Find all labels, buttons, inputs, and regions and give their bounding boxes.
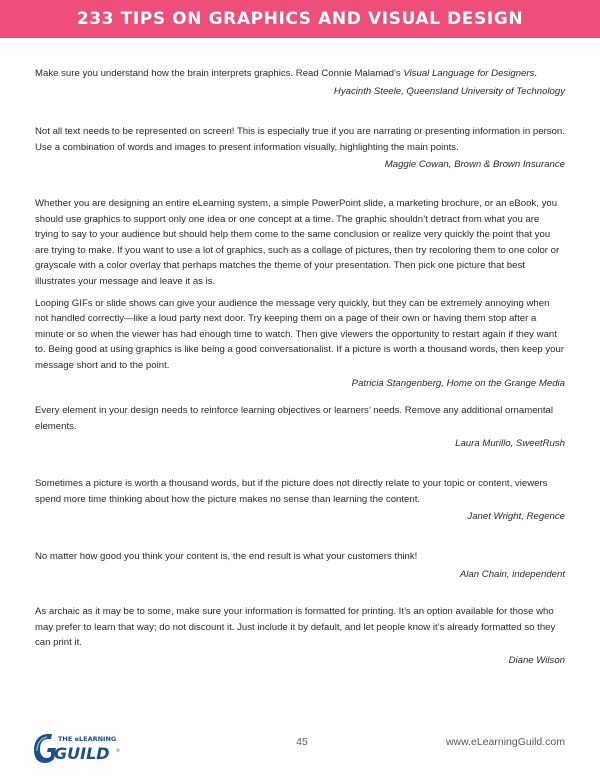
tip-attribution: Maggie Cowan, Brown & Brown Insurance bbox=[384, 159, 565, 171]
tip-text: Looping GIFs or slide shows can give your audience the message very quickly, but they can be extremely annoying when not handled correctly—like a loud party next door. Try keeping them on a page of their own or having them stop after a minute or so when the viewer has had enough time to watch. Then give viewers the opportunity to restart again if they want to. Being good at using graphics is like being a good conversationalist. If a picture is worth a thousand words, then keep your message short and to the point. bbox=[35, 297, 565, 371]
page-header bbox=[0, 0, 600, 38]
tip-attribution: Diane Wilson bbox=[508, 654, 565, 666]
tip-text: Whether you are designing an entire eLearning system, a simple PowerPoint slide, a marketing brochure, or an eBook, you should use graphics to support only one idea or one concept at a time. The graphic shouldn’t detract from what you are trying to say to your audience but should help them come to the same conclusion or realize very quickly the point that you are trying to make. If you want to use a lot of graphics, such as a collage of pictures, then try recoloring them to one color or grayscale with a color overlay that perhaps matches the theme of your presentation. Then pick one picture that best illustrates your message and leave it as is. bbox=[35, 198, 560, 287]
elearning-guild-logo bbox=[32, 728, 120, 764]
site-url[interactable]: www.eLearningGuild.com bbox=[445, 736, 565, 748]
svg-text:®: ® bbox=[116, 748, 120, 753]
tip-block bbox=[35, 403, 565, 452]
page-number: 45 bbox=[296, 736, 308, 748]
book-title: Visual Language for Designers bbox=[403, 68, 535, 79]
tip-text: Not all text needs to be represented on screen! This is especially true if you are narrating or presenting information in person. Use a combination of words and images to present information visually, highlighting the main points. bbox=[35, 126, 565, 153]
page-footer bbox=[0, 722, 600, 776]
tip-block bbox=[35, 66, 565, 99]
page-title: 233 TIPS ON GRAPHICS AND VISUAL DESIGN bbox=[76, 9, 524, 29]
logo-wordmark: GUILD bbox=[54, 744, 110, 763]
tip-text: Every element in your design needs to reinforce learning objectives or learners’ needs. Remove any additional ornamental elements. bbox=[35, 405, 553, 432]
tip-block bbox=[35, 124, 565, 173]
tip-block bbox=[35, 476, 565, 525]
tip-block bbox=[35, 196, 565, 391]
tip-attribution: Patricia Stangenberg, Home on the Grange Media bbox=[351, 377, 565, 389]
tip-attribution: Janet Wright, Regence bbox=[467, 511, 565, 523]
tip-text: As archaic as it may be to some, make sure your information is formatted for printing. It’s an option available for those who may prefer to learn that way; do not discount it. Just include it by default, and let people know it’s already formatted so they can print it. bbox=[35, 606, 556, 649]
tip-block bbox=[35, 549, 565, 582]
tip-block bbox=[35, 604, 565, 668]
tip-attribution: Laura Murillo, SweetRush bbox=[455, 438, 565, 450]
tip-text: Sometimes a picture is worth a thousand words, but if the picture does not directly relate to your topic or content, viewers spend more time thinking about how the picture makes no sense than learning the content. bbox=[35, 478, 548, 505]
tip-attribution: Alan Chain, independent bbox=[459, 568, 565, 580]
logo-tagline: THE eLEARNING bbox=[58, 735, 117, 743]
tip-attribution: Hyacinth Steele, Queensland University of Technology bbox=[333, 85, 565, 97]
tip-text: No matter how good you think your content is, the end result is what your customers think! bbox=[35, 551, 418, 562]
tip-text: Make sure you understand how the brain interprets graphics. Read Connie Malamad’s Visual Language for Designers. bbox=[35, 68, 538, 79]
